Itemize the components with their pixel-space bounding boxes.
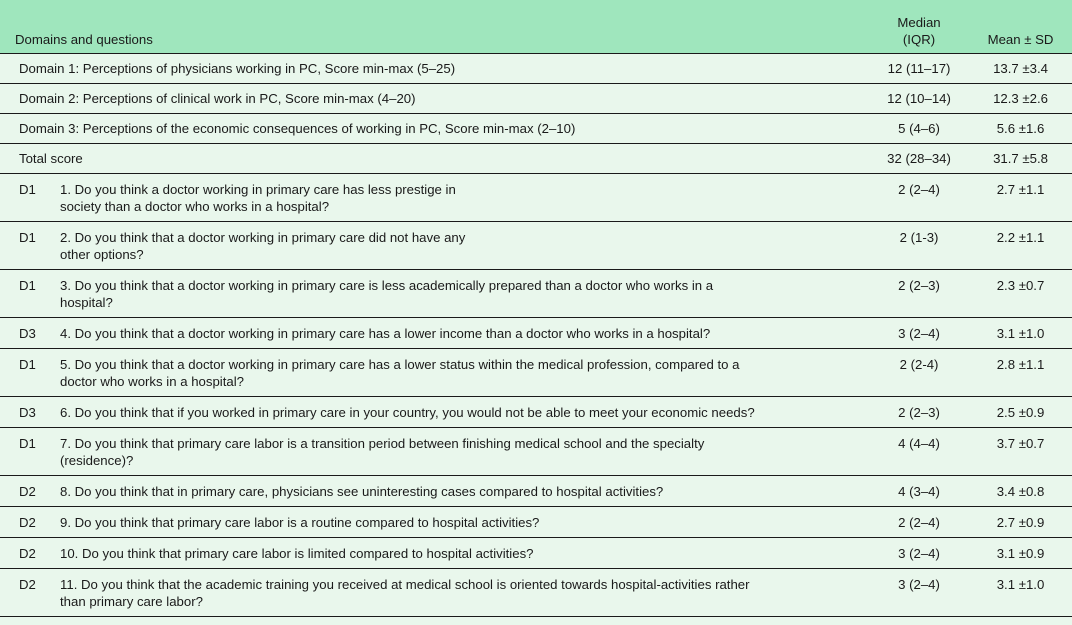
question-text bbox=[46, 568, 869, 616]
table-row bbox=[0, 173, 1072, 221]
median-cell: 5 (4–6) bbox=[869, 113, 969, 143]
question-line1: 1. Do you think a doctor working in primary care has less prestige in bbox=[60, 181, 456, 197]
median-cell: 2 (2–4) bbox=[869, 173, 969, 221]
table-row bbox=[0, 269, 1072, 317]
mean-cell: 3.1 ±1.0 bbox=[969, 568, 1072, 616]
table-row bbox=[0, 221, 1072, 269]
domain-summary-label: Domain 3: Perceptions of the economic consequences of working in PC, Score min-max (2–10) bbox=[0, 113, 869, 143]
mean-cell: 2.8 ±1.1 bbox=[969, 348, 1072, 396]
median-cell: 4 (4–4) bbox=[869, 427, 969, 475]
median-cell: 2 (1-3) bbox=[869, 221, 969, 269]
header-median-line2: (IQR) bbox=[902, 31, 936, 47]
question-text bbox=[46, 317, 869, 348]
median-cell: 3 (2–4) bbox=[869, 568, 969, 616]
median-cell: 4 (3–4) bbox=[869, 475, 969, 506]
question-line2: (residence)? bbox=[60, 452, 134, 468]
table-row bbox=[0, 537, 1072, 568]
header-median-iqr bbox=[869, 0, 969, 53]
question-line1: 5. Do you think that a doctor working in primary care has a lower status within the medical profession, compared to a bbox=[60, 356, 740, 372]
table-row bbox=[0, 427, 1072, 475]
median-cell: 3 (2–4) bbox=[869, 537, 969, 568]
question-line1: 11. Do you think that the academic training you received at medical school is oriented towards hospital-activities rather bbox=[60, 576, 750, 592]
domain-code: D1 bbox=[0, 221, 46, 269]
table-row bbox=[0, 348, 1072, 396]
question-line2: other options? bbox=[60, 246, 144, 262]
question-line1: 6. Do you think that if you worked in primary care in your country, you would not be able to meet your economic needs? bbox=[60, 404, 755, 420]
median-cell: 2 (2–4) bbox=[869, 506, 969, 537]
mean-cell: 31.7 ±5.8 bbox=[969, 143, 1072, 173]
mean-cell: 2.3 ±0.7 bbox=[969, 269, 1072, 317]
table-row bbox=[0, 396, 1072, 427]
domain-summary-label: Domain 2: Perceptions of clinical work in PC, Score min-max (4–20) bbox=[0, 83, 869, 113]
question-line2: doctor who works in a hospital? bbox=[60, 373, 244, 389]
median-cell: 32 (28–34) bbox=[869, 143, 969, 173]
domain-code: D1 bbox=[0, 348, 46, 396]
domain-summary-label: Domain 1: Perceptions of physicians working in PC, Score min-max (5–25) bbox=[0, 53, 869, 83]
mean-cell: 3.1 ±1.0 bbox=[969, 317, 1072, 348]
mean-cell: 13.7 ±3.4 bbox=[969, 53, 1072, 83]
question-line2: society than a doctor who works in a hospital? bbox=[60, 198, 330, 214]
question-line1: 7. Do you think that primary care labor is a transition period between finishing medical school and the specialty bbox=[60, 435, 705, 451]
mean-cell: 12.3 ±2.6 bbox=[969, 83, 1072, 113]
question-text bbox=[46, 348, 869, 396]
header-median-line1: Median bbox=[897, 14, 941, 30]
question-line2: hospital? bbox=[60, 294, 113, 310]
median-cell: 2 (2–3) bbox=[869, 269, 969, 317]
mean-cell: 3.4 ±0.8 bbox=[969, 475, 1072, 506]
table-row bbox=[0, 475, 1072, 506]
domain-code: D2 bbox=[0, 537, 46, 568]
question-text bbox=[46, 396, 869, 427]
mean-cell: 2.7 ±1.1 bbox=[969, 173, 1072, 221]
table-row bbox=[0, 83, 1072, 113]
mean-cell: 2.5 ±0.9 bbox=[969, 396, 1072, 427]
table-body bbox=[0, 53, 1072, 616]
question-text bbox=[46, 269, 869, 317]
mean-cell: 2.7 ±0.9 bbox=[969, 506, 1072, 537]
mean-cell: 3.1 ±0.9 bbox=[969, 537, 1072, 568]
domain-code: D1 bbox=[0, 427, 46, 475]
question-line1: 10. Do you think that primary care labor is limited compared to hospital activities? bbox=[60, 545, 534, 561]
question-text bbox=[46, 475, 869, 506]
mean-cell: 5.6 ±1.6 bbox=[969, 113, 1072, 143]
domain-code: D3 bbox=[0, 396, 46, 427]
table-row bbox=[0, 143, 1072, 173]
table-header-row bbox=[0, 0, 1072, 53]
mean-cell: 3.7 ±0.7 bbox=[969, 427, 1072, 475]
total-score-label: Total score bbox=[0, 143, 869, 173]
median-cell: 3 (2–4) bbox=[869, 317, 969, 348]
domain-code: D2 bbox=[0, 568, 46, 616]
question-line1: 4. Do you think that a doctor working in primary care has a lower income than a doctor who works in a hospital? bbox=[60, 325, 711, 341]
question-text bbox=[46, 537, 869, 568]
table-row bbox=[0, 317, 1072, 348]
question-line1: 2. Do you think that a doctor working in primary care did not have any bbox=[60, 229, 466, 245]
mean-cell: 2.2 ±1.1 bbox=[969, 221, 1072, 269]
question-line1: 8. Do you think that in primary care, physicians see uninteresting cases compared to hospital activities? bbox=[60, 483, 664, 499]
domain-code: D1 bbox=[0, 269, 46, 317]
median-cell: 12 (11–17) bbox=[869, 53, 969, 83]
median-cell: 12 (10–14) bbox=[869, 83, 969, 113]
domain-code: D2 bbox=[0, 475, 46, 506]
table-row bbox=[0, 53, 1072, 83]
table-row bbox=[0, 568, 1072, 616]
domain-code: D3 bbox=[0, 317, 46, 348]
median-cell: 2 (2-4) bbox=[869, 348, 969, 396]
header-domains-and-questions: Domains and questions bbox=[0, 0, 869, 53]
table-row bbox=[0, 113, 1072, 143]
question-text bbox=[46, 427, 869, 475]
domain-code: D2 bbox=[0, 506, 46, 537]
domain-code: D1 bbox=[0, 173, 46, 221]
question-text bbox=[46, 173, 869, 221]
question-text bbox=[46, 506, 869, 537]
question-text bbox=[46, 221, 869, 269]
median-cell: 2 (2–3) bbox=[869, 396, 969, 427]
question-line2: than primary care labor? bbox=[60, 593, 203, 609]
question-line1: 3. Do you think that a doctor working in primary care is less academically prepared than a doctor who works in a bbox=[60, 277, 714, 293]
table-row bbox=[0, 506, 1072, 537]
question-line1: 9. Do you think that primary care labor is a routine compared to hospital activities? bbox=[60, 514, 540, 530]
header-mean-sd: Mean ± SD bbox=[969, 0, 1072, 53]
